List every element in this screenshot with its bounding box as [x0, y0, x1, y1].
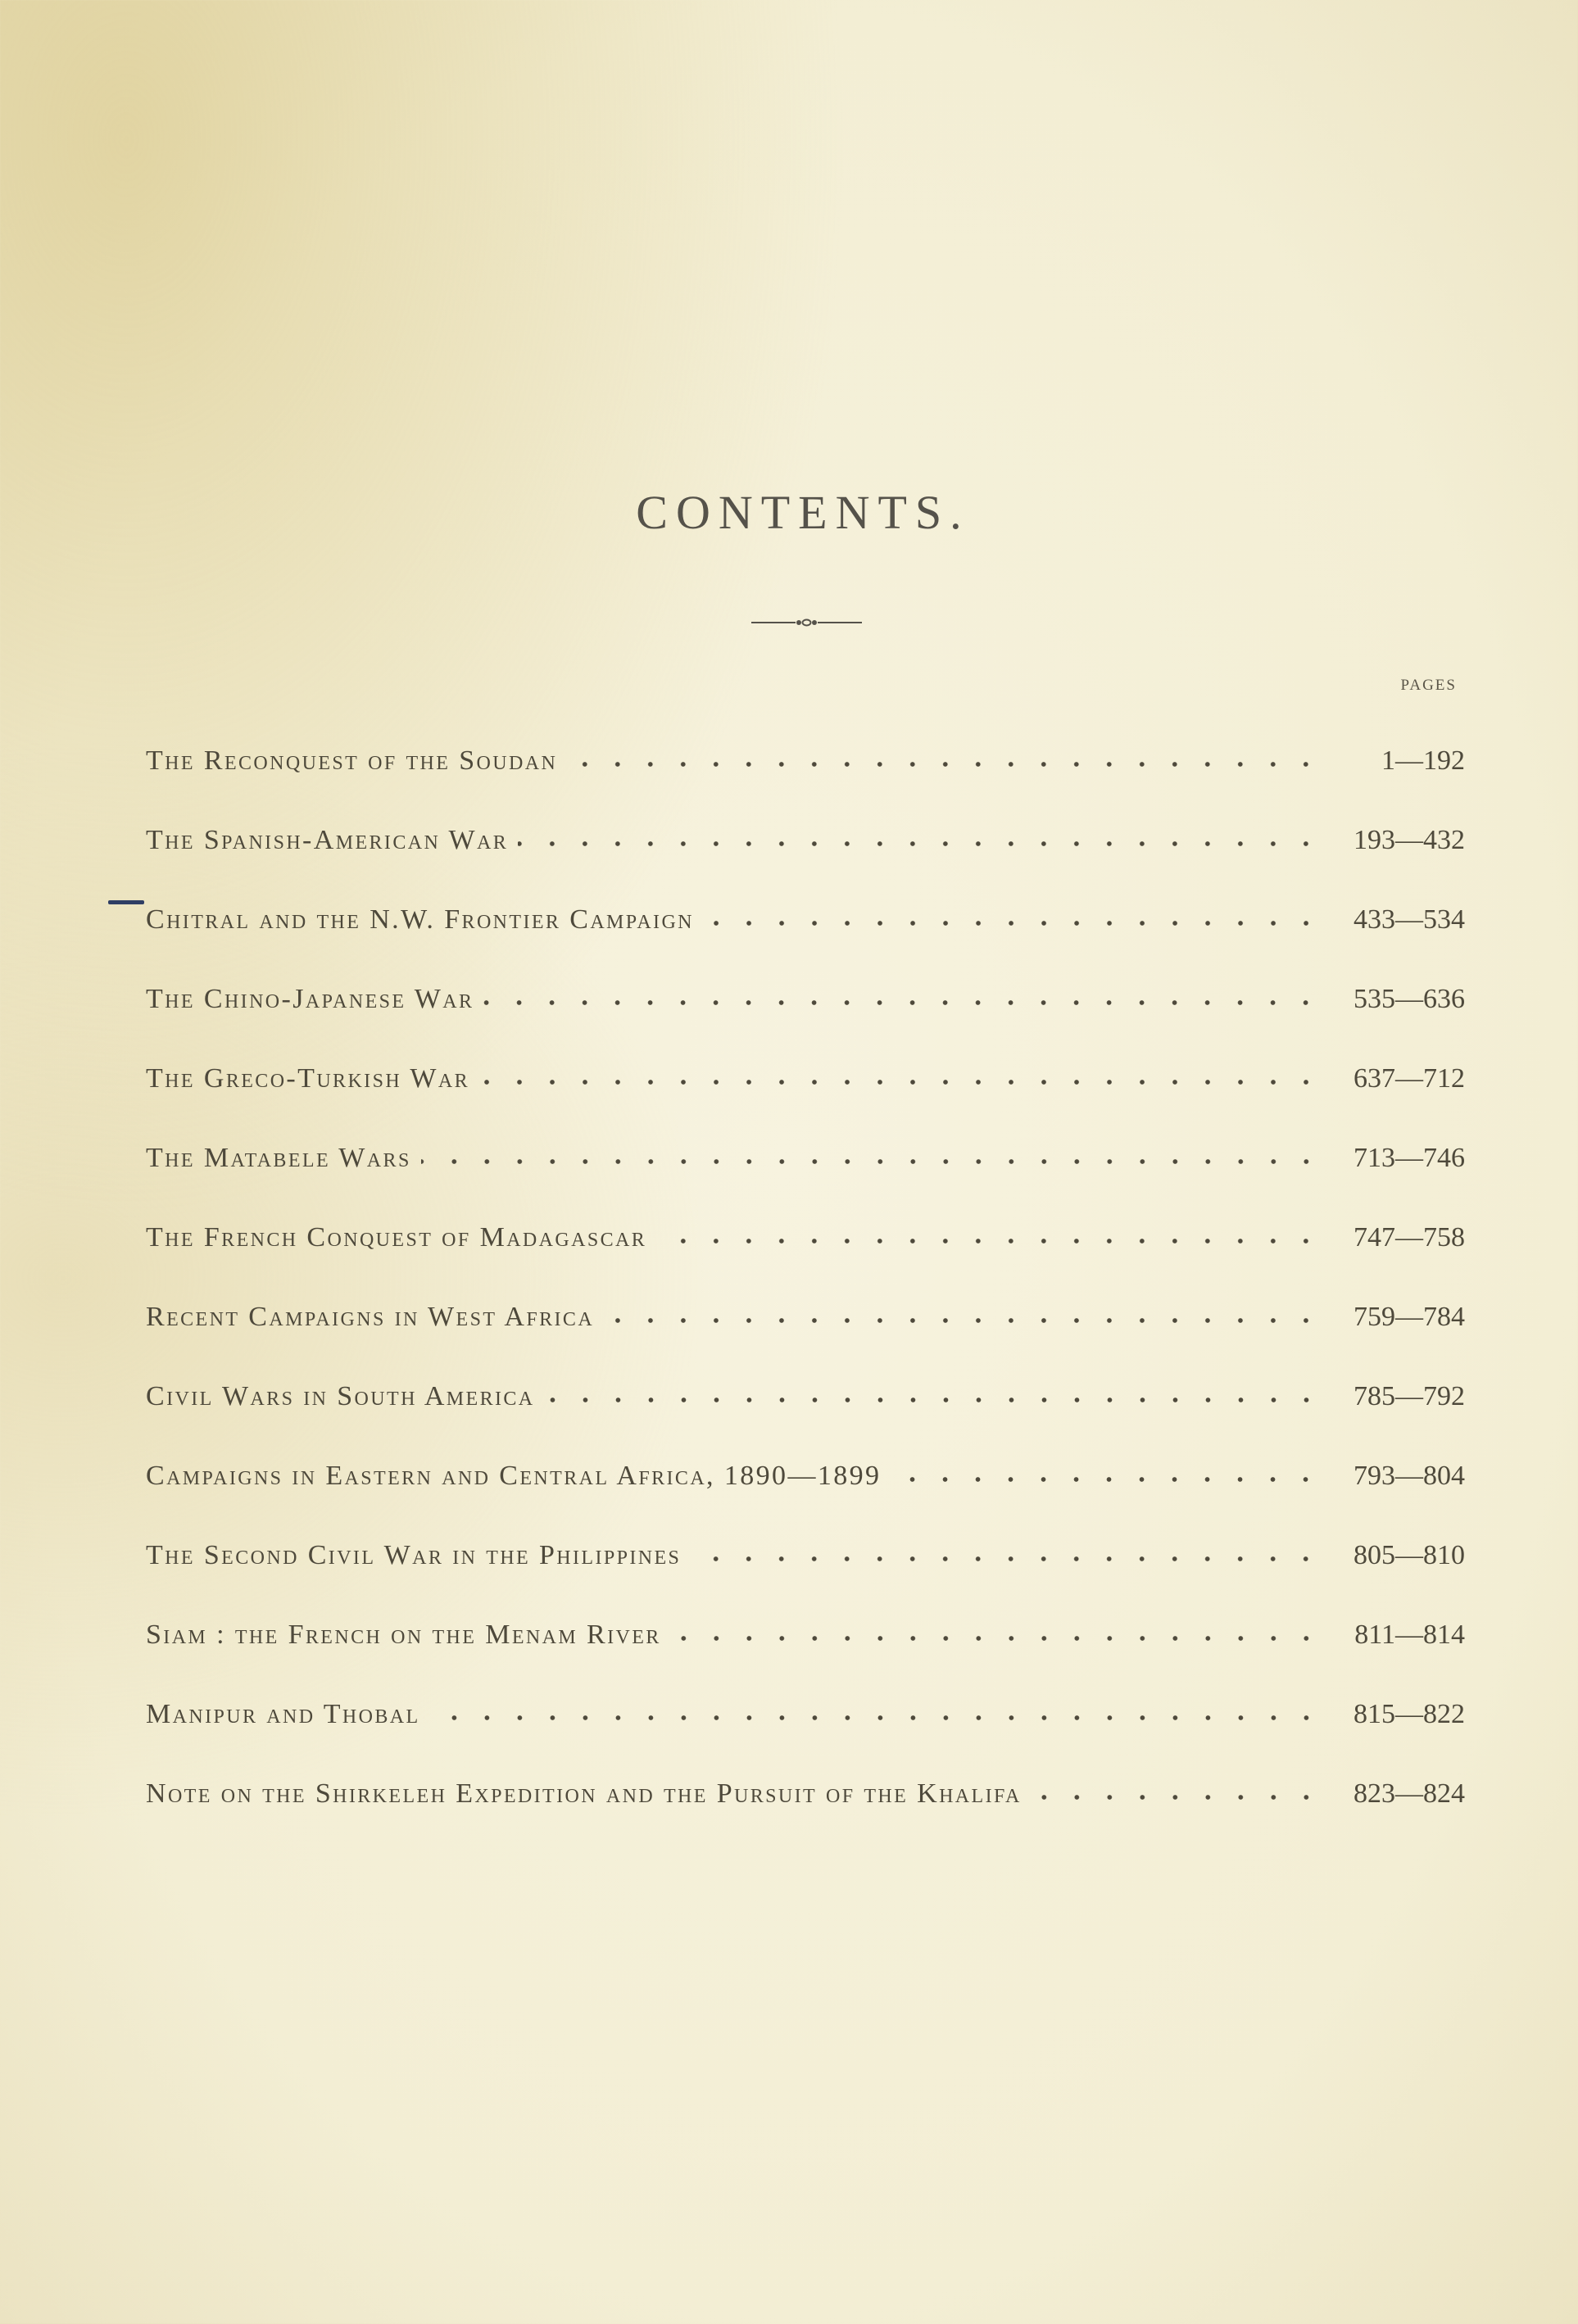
- dot-leader: [691, 1547, 1322, 1571]
- dot-leader: [518, 831, 1322, 856]
- toc-entry-title: The Matabele Wars: [146, 1142, 411, 1173]
- toc-entry: [146, 1595, 1465, 1674]
- toc-entry-pages: 1—192: [1381, 745, 1465, 776]
- ornament-divider: [751, 614, 862, 631]
- toc-entry: [146, 721, 1465, 800]
- toc-entry: [146, 1357, 1465, 1436]
- toc-entry: [146, 1039, 1465, 1118]
- dot-leader: [704, 911, 1322, 935]
- toc-entry: [146, 1118, 1465, 1198]
- dot-leader: [421, 1149, 1322, 1174]
- toc-entry-title: Campaigns in Eastern and Central Africa, 1890—1899: [146, 1460, 882, 1491]
- pencil-mark: [108, 900, 144, 904]
- page-title: CONTENTS.: [636, 486, 970, 539]
- toc-entry: [146, 1515, 1465, 1595]
- toc-entry-title: The Spanish-American War: [146, 824, 509, 855]
- dot-leader: [567, 752, 1322, 777]
- dot-leader: [430, 1706, 1322, 1730]
- toc-entry-title: Note on the Shirkeleh Expedition and the Pursuit of the Khalifa: [146, 1778, 1022, 1809]
- toc-entry-pages: 713—746: [1354, 1142, 1465, 1173]
- toc-entry-pages: 823—824: [1354, 1778, 1465, 1809]
- toc-entry-pages: 637—712: [1354, 1062, 1465, 1094]
- dot-leader: [479, 1070, 1322, 1094]
- toc-entry-title: Civil Wars in South America: [146, 1380, 535, 1411]
- table-of-contents: [146, 721, 1465, 1833]
- toc-entry-title: The Second Civil War in the Philippines: [146, 1539, 682, 1570]
- pages-column-header: PAGES: [1400, 677, 1457, 694]
- dot-leader: [604, 1308, 1322, 1333]
- toc-entry: [146, 800, 1465, 880]
- toc-entry-pages: 785—792: [1354, 1380, 1465, 1411]
- toc-entry: [146, 1754, 1465, 1833]
- toc-entry: [146, 1436, 1465, 1515]
- toc-entry-title: Recent Campaigns in West Africa: [146, 1301, 595, 1332]
- dot-leader: [1032, 1785, 1322, 1810]
- toc-entry: [146, 880, 1465, 959]
- toc-entry-title: The Greco-Turkish War: [146, 1062, 469, 1094]
- dot-leader: [671, 1626, 1322, 1651]
- toc-entry-pages: 811—814: [1354, 1619, 1465, 1650]
- toc-entry-title: Manipur and Thobal: [146, 1698, 420, 1729]
- toc-entry-title: The Chino-Japanese War: [146, 983, 474, 1014]
- toc-entry: [146, 1198, 1465, 1277]
- toc-entry-pages: 793—804: [1354, 1460, 1465, 1491]
- toc-entry-pages: 815—822: [1354, 1698, 1465, 1729]
- toc-entry-title: The French Conquest of Madagascar: [146, 1221, 647, 1253]
- toc-entry-pages: 433—534: [1354, 904, 1465, 935]
- toc-entry-title: Siam : the French on the Menam River: [146, 1619, 661, 1650]
- dot-leader: [891, 1467, 1322, 1492]
- toc-entry-pages: 805—810: [1354, 1539, 1465, 1570]
- dot-leader: [656, 1229, 1322, 1253]
- toc-entry-pages: 535—636: [1354, 983, 1465, 1014]
- toc-entry-pages: 747—758: [1354, 1221, 1465, 1253]
- toc-entry-pages: 759—784: [1354, 1301, 1465, 1332]
- toc-entry: [146, 1674, 1465, 1754]
- toc-entry-pages: 193—432: [1354, 824, 1465, 855]
- toc-entry: [146, 1277, 1465, 1357]
- toc-entry-title: Chitral and the N.W. Frontier Campaign: [146, 904, 694, 935]
- toc-entry-title: The Reconquest of the Soudan: [146, 745, 558, 776]
- dot-leader: [483, 990, 1322, 1015]
- toc-entry: [146, 959, 1465, 1039]
- dot-leader: [545, 1388, 1322, 1412]
